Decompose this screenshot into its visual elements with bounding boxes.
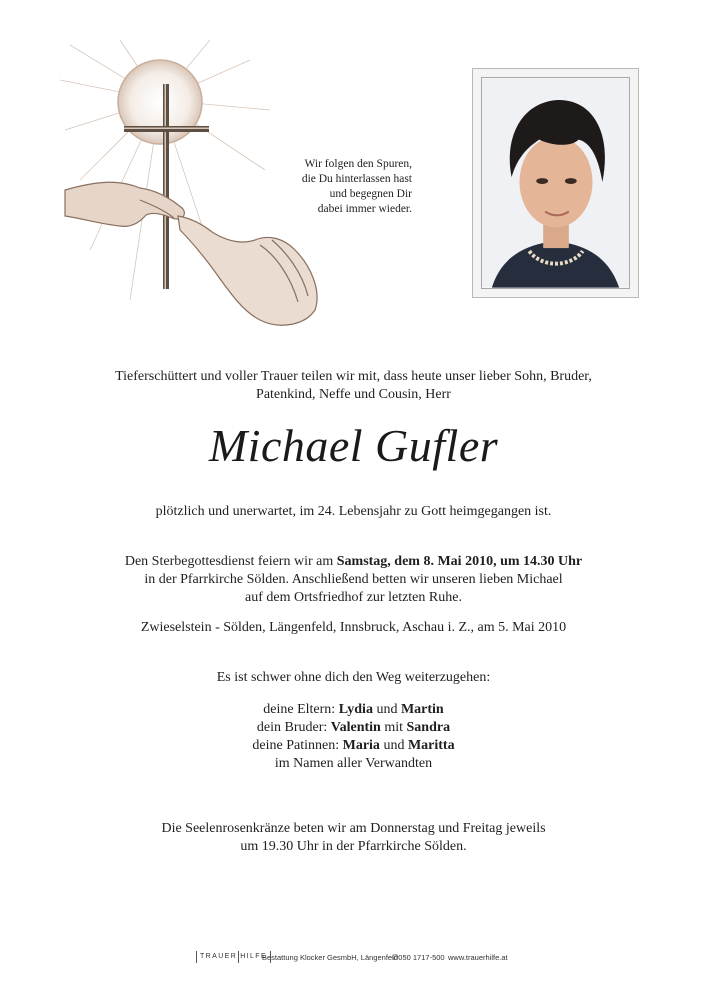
rosary-line: um 19.30 Uhr in der Pfarrkirche Sölden. bbox=[240, 839, 467, 854]
death-text bbox=[60, 503, 647, 521]
portrait-image bbox=[482, 78, 629, 288]
trauerhilfe-logo bbox=[196, 951, 271, 963]
quote-line: die Du hinterlassen hast bbox=[301, 173, 412, 185]
family-relatives: im Namen aller Verwandten bbox=[274, 756, 433, 771]
reaching-hand-right bbox=[178, 216, 317, 325]
quote-line: dabei immer wieder. bbox=[317, 203, 412, 215]
family-list bbox=[60, 701, 647, 773]
portrait-photo bbox=[481, 77, 630, 289]
funeral-date-time: Samstag, dem 8. Mai 2010, um 14.30 Uhr bbox=[336, 554, 583, 569]
family-brother bbox=[60, 719, 647, 737]
logo-right: HILFE bbox=[240, 953, 268, 960]
parent-name: Martin bbox=[400, 702, 444, 717]
saying bbox=[60, 669, 647, 687]
company-name: Bestattung Klocker GesmbH, Längenfeld bbox=[262, 953, 398, 962]
parent-name: Lydia bbox=[338, 702, 373, 717]
with-text: mit bbox=[380, 720, 407, 735]
partner-name: Sandra bbox=[406, 720, 451, 735]
death-line: plötzlich und unerwartet, im 24. Lebensjahr zu Gott heimgegangen ist. bbox=[155, 504, 552, 519]
place-date-line: Zwieselstein - Sölden, Längenfeld, Innsbruck, Aschau i. Z., am 5. Mai 2010 bbox=[140, 620, 567, 635]
footer bbox=[196, 951, 516, 967]
brother-name: Valentin bbox=[330, 720, 381, 735]
deceased-name: Michael Gufler bbox=[208, 420, 499, 471]
funeral-line bbox=[60, 553, 647, 571]
intro-text bbox=[60, 368, 647, 404]
phone-number: ✆050 1717-500 bbox=[392, 953, 445, 962]
rosary-info bbox=[60, 820, 647, 856]
funeral-line: auf dem Ortsfriedhof zur letzten Ruhe. bbox=[245, 590, 462, 605]
rosary-line: Die Seelenrosenkränze beten wir am Donnerstag und Freitag jeweils bbox=[161, 821, 546, 836]
memorial-quote bbox=[272, 157, 412, 217]
godmothers-label: deine Patinnen: bbox=[252, 738, 343, 753]
saying-line: Es ist schwer ohne dich den Weg weiterzugehen: bbox=[216, 670, 491, 685]
godmother-name: Maritta bbox=[407, 738, 455, 753]
quote-line: und begegnen Dir bbox=[329, 188, 412, 200]
parents-label: deine Eltern: bbox=[263, 702, 339, 717]
quote-line: Wir folgen den Spuren, bbox=[304, 158, 412, 170]
portrait-frame bbox=[472, 68, 639, 298]
godmother-name: Maria bbox=[342, 738, 380, 753]
funeral-info bbox=[60, 553, 647, 607]
brother-label: dein Bruder: bbox=[256, 720, 331, 735]
intro-line: Tieferschüttert und voller Trauer teilen wir mit, dass heute unser lieber Sohn, Bruder, bbox=[115, 369, 592, 384]
family-parents bbox=[60, 701, 647, 719]
logo-left: TRAUER bbox=[200, 953, 238, 960]
website-link[interactable]: www.trauerhilfe.at bbox=[448, 953, 508, 962]
place-date bbox=[60, 619, 647, 637]
funeral-prefix: Den Sterbegottesdienst feiern wir am bbox=[124, 554, 337, 569]
intro-line: Patenkind, Neffe und Cousin, Herr bbox=[256, 387, 451, 402]
and-text: und bbox=[372, 702, 401, 717]
funeral-line: in der Pfarrkirche Sölden. Anschließend betten wir unseren lieben Michael bbox=[144, 572, 563, 587]
and-text: und bbox=[379, 738, 408, 753]
family-godmothers bbox=[60, 737, 647, 755]
